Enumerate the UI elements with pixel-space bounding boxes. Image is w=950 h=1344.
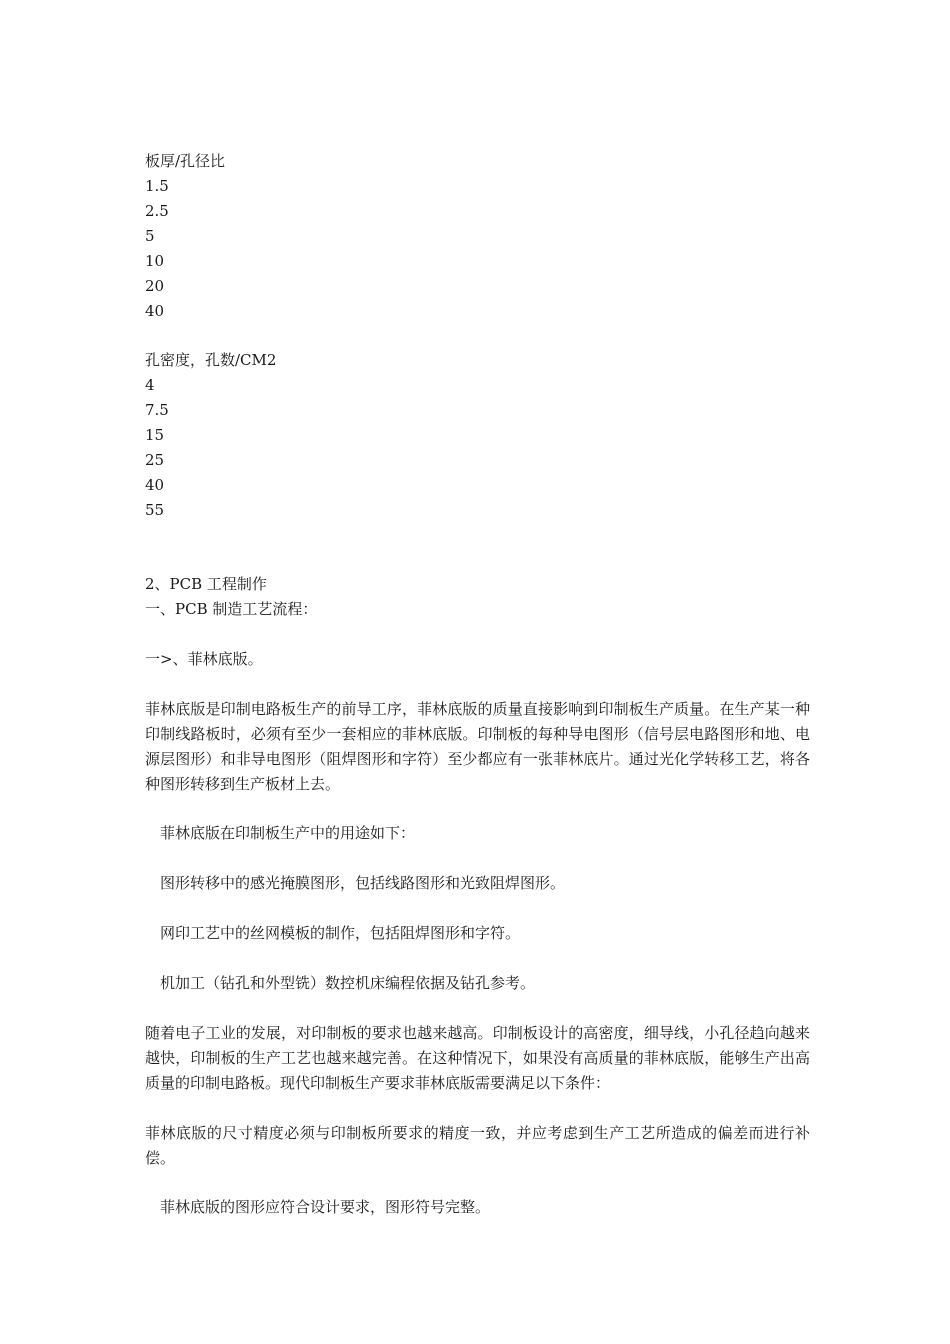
paragraph-requirement: 菲林底版的图形应符合设计要求，图形符号完整。 xyxy=(160,1198,491,1216)
thickness-ratio-header: 板厚/孔径比 xyxy=(145,152,226,170)
step-heading: 一>、菲林底版。 xyxy=(145,650,263,668)
paragraph-use-item: 网印工艺中的丝网模板的制作，包括阻焊图形和字符。 xyxy=(160,924,521,942)
paragraph-intro: 菲林底版是印制电路板生产的前导工序，菲林底版的质量直接影响到印制板生产质量。在生产某一种印制线路板时，必须有至少一套相应的菲林底版。印制板的每种导电图形（信号层电路图形和地、电源层图形）和非导电图形（阻焊图形和字符）至少都应有一张菲林底片。通过光化学转移工艺，将各种图形转移到生产板材上去。 xyxy=(145,700,810,793)
hole-density-value: 4 xyxy=(145,376,155,394)
section-heading-block xyxy=(145,572,810,622)
hole-density-list xyxy=(145,348,810,523)
hole-density-value: 7.5 xyxy=(145,401,169,419)
paragraph-requirements-intro: 随着电子工业的发展，对印制板的要求也越来越高。印制板设计的高密度，细导线，小孔径趋向越来越快，印制板的生产工艺也越来越完善。在这种情况下，如果没有高质量的菲林底版，能够生产出高质量的印制电路板。现代印制板生产要求菲林底版需要满足以下条件： xyxy=(145,1024,810,1092)
paragraph-requirement: 菲林底版的尺寸精度必须与印制板所要求的精度一致，并应考虑到生产工艺所造成的偏差而进行补偿。 xyxy=(145,1124,810,1167)
thickness-ratio-list xyxy=(145,149,810,324)
thickness-ratio-value: 20 xyxy=(145,277,165,295)
thickness-ratio-value: 5 xyxy=(145,227,155,245)
hole-density-value: 25 xyxy=(145,451,165,469)
thickness-ratio-value: 10 xyxy=(145,252,165,270)
paragraph-use-item: 图形转移中的感光掩膜图形，包括线路图形和光致阻焊图形。 xyxy=(160,874,566,892)
hole-density-value: 40 xyxy=(145,476,165,494)
thickness-ratio-value: 1.5 xyxy=(145,177,169,195)
section-subheading: 一、PCB 制造工艺流程： xyxy=(145,600,318,618)
thickness-ratio-value: 40 xyxy=(145,302,165,320)
step-heading-block xyxy=(145,647,810,672)
paragraph-use-item: 机加工（钻孔和外型铣）数控机床编程依据及钻孔参考。 xyxy=(160,974,536,992)
hole-density-value: 15 xyxy=(145,426,165,444)
hole-density-header: 孔密度，孔数/CM2 xyxy=(145,351,277,369)
section-heading: 2、PCB 工程制作 xyxy=(145,575,267,593)
paragraph-uses-intro: 菲林底版在印制板生产中的用途如下： xyxy=(160,824,416,842)
thickness-ratio-value: 2.5 xyxy=(145,202,169,220)
hole-density-value: 55 xyxy=(145,501,165,519)
